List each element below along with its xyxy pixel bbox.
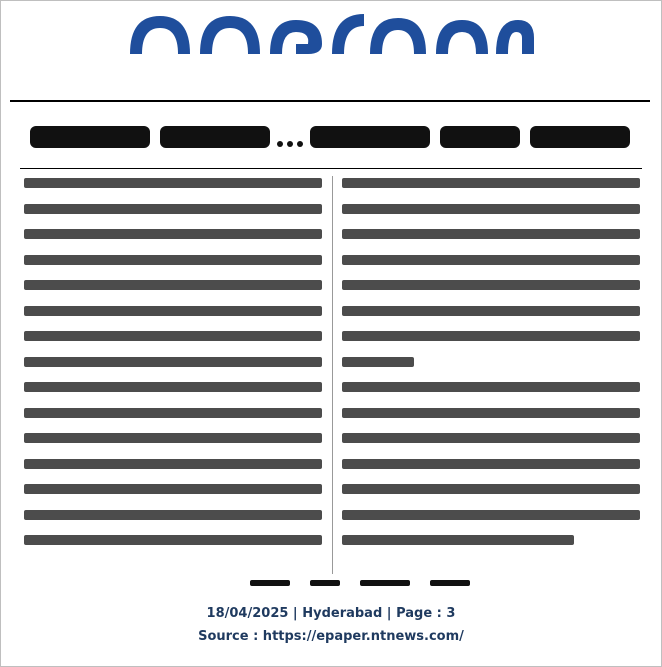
dateline [0, 606, 662, 621]
column-divider [332, 176, 333, 574]
source-line: Source : https://epaper.ntnews.com/ [198, 629, 464, 644]
clipping-cut-edge [250, 580, 480, 586]
article-column-left [24, 178, 322, 566]
separator: | [382, 606, 397, 621]
page-number: Page : 3 [396, 606, 456, 621]
newspaper-masthead-logo [120, 4, 540, 64]
masthead-rule [10, 100, 650, 102]
city-text: Hyderabad [302, 606, 383, 621]
date-text: 18/04/2025 [206, 606, 289, 621]
article-headline [30, 122, 630, 152]
headline-rule [20, 168, 642, 169]
separator: | [288, 606, 303, 621]
article-column-right [342, 178, 640, 566]
